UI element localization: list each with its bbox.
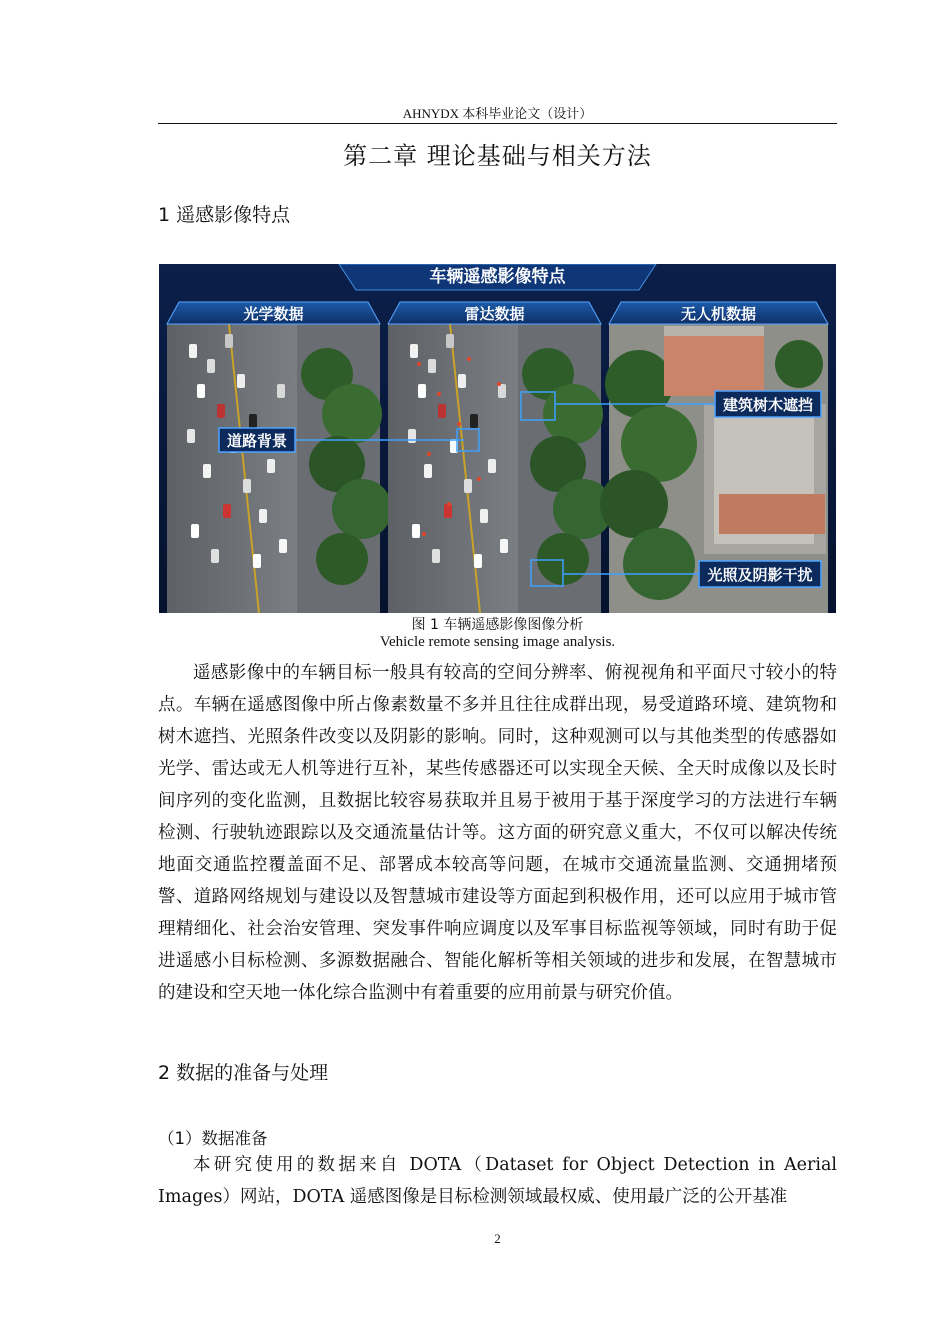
- panel-label-optical: 光学数据: [243, 305, 304, 323]
- section-2-heading: 2 数据的准备与处理: [158, 1062, 329, 1084]
- panel-label-uav: 无人机数据: [680, 305, 757, 323]
- header-rule: [158, 123, 837, 124]
- section-1-heading: 1 遥感影像特点: [158, 204, 291, 226]
- page-number: 2: [494, 1231, 501, 1246]
- figure-caption-cn: 图 1 车辆遥感影像图像分析: [411, 617, 584, 633]
- body-paragraph-1: 遥感影像中的车辆目标一般具有较高的空间分辨率、俯视视角和平面尺寸较小的特点。车辆在遥感图像中所占像素数量不多并且往往成群出现，易受道路环境、建筑物和树木遮挡、光照条件改变以及阴影的影响。同时，这种观测可以与其他类型的传感器如光学、雷达或无人机等进行互补，某些传感器还可以实现全天候、全天时成像以及长时间序列的变化监测，且数据比较容易获取并且易于被用于基于深度学习的方法进行车辆检测、行驶轨迹跟踪以及交通流量估计等。这方面的研究意义重大，不仅可以解决传统地面交通监控覆盖面不足、部署成本较高等问题，在城市交通流量监测、交通拥堵预警、道路网络规划与建设以及智慧城市建设等方面起到积极作用，还可以应用于城市管理精细化、社会治安管理、突发事件响应调度以及军事目标监视等领域，同时有助于促进遥感小目标检测、多源数据融合、智能化解析等相关领域的进步和发展，在智慧城市的建设和空天地一体化综合监测中有着重要的应用前景与研究价值。: [158, 663, 837, 1003]
- chapter-title: 第二章 理论基础与相关方法: [343, 142, 652, 170]
- callout-road-background: 道路背景: [226, 432, 288, 450]
- figure-banner-title: 车辆遥感影像特点: [429, 267, 566, 287]
- figure-caption-en: Vehicle remote sensing image analysis.: [379, 634, 616, 650]
- callout-building-tree-occlusion: 建筑树木遮挡: [722, 396, 814, 414]
- body-paragraph-2: 本研究使用的数据来自 DOTA（Dataset for Object Detection in Aerial Images）网站，DOTA 遥感图像是目标检测领域最权威、使用最广泛的公开基准: [158, 1155, 837, 1207]
- callout-lighting-shadow: 光照及阴影干扰: [707, 566, 813, 584]
- subsection-data-preparation: （1）数据准备: [158, 1129, 268, 1148]
- running-header: AHNYDX 本科毕业论文（设计）: [402, 106, 593, 121]
- panel-label-radar: 雷达数据: [464, 305, 525, 323]
- panel-radar: [388, 302, 613, 613]
- figure-illustration: [159, 264, 836, 613]
- panel-optical: [167, 300, 392, 613]
- figure-vehicle-remote-sensing: [159, 264, 836, 613]
